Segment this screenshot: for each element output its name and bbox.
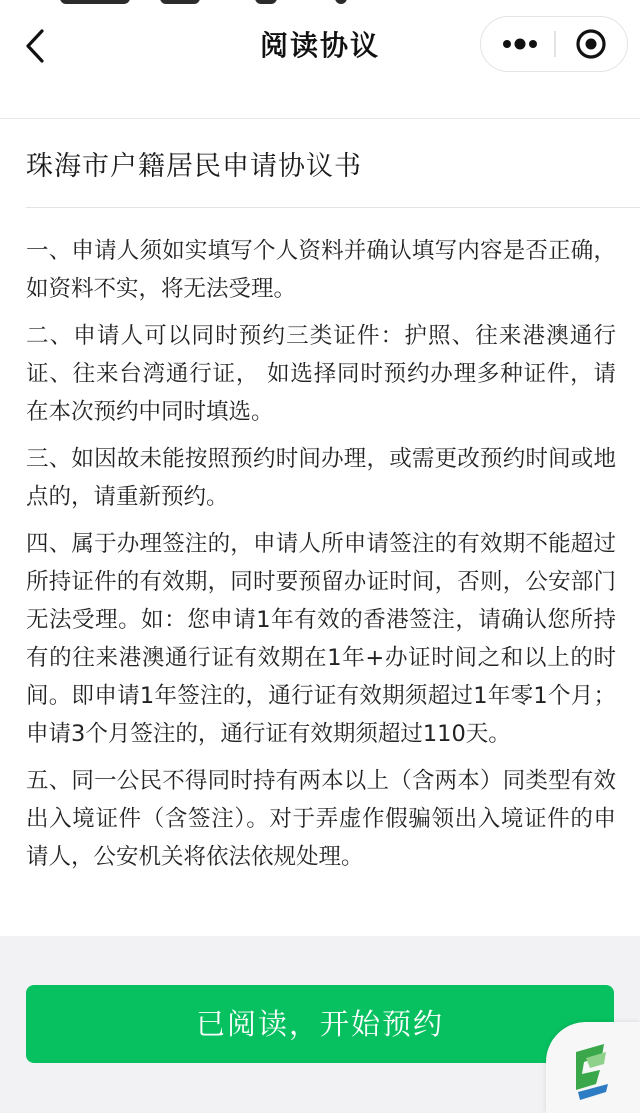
- navigation-bar: [0, 0, 640, 118]
- more-dots-icon: [481, 17, 554, 70]
- clause-2: 二、申请人可以同时预约三类证件：护照、往来港澳通行证、往来台湾通行证， 如选择同时预约办理多种证件，请在本次预约中同时填选。: [26, 323, 616, 425]
- title-divider: [26, 207, 640, 208]
- mini-program-capsule: [480, 16, 628, 72]
- close-miniprogram-button[interactable]: [556, 17, 626, 70]
- clause-3: 三、如因故未能按照预约时间办理，或需更改预约时间或地点的，请重新预约。: [26, 446, 616, 510]
- status-bar-remnant: [0, 0, 640, 8]
- more-button[interactable]: [481, 17, 554, 70]
- target-circle-icon: [556, 17, 626, 70]
- start-appointment-button[interactable]: 已阅读，开始预约: [26, 985, 614, 1063]
- page-title: 阅读协议: [259, 29, 380, 62]
- navbar-divider: [0, 118, 640, 119]
- agreement-clauses: [26, 232, 616, 885]
- clause-1: 一、申请人须如实填写个人资料并确认填写内容是否正确，如资料不实，将无法受理。: [26, 238, 616, 302]
- app-logo-icon: [546, 1022, 640, 1113]
- clause-5: 五、同一公民不得同时持有两本以上（含两本）同类型有效出入境证件（含签注）。对于弄虚作假骗领出入境证件的申请人，公安机关将依法依规处理。: [26, 768, 616, 870]
- clause-4: 四、属于办理签注的，申请人所申请签注的有效期不能超过所持证件的有效期，同时要预留办证时间，否则，公安部门无法受理。如：您申请1年有效的香港签注，请确认您所持有的往来港澳通行证有效期在1年+办证时间之和以上的时间。即申请1年签注的，通行证有效期须超过1年零1个月；申请3个月签注的，通行证有效期须超过110天。: [26, 531, 616, 747]
- floating-app-button[interactable]: [546, 1022, 640, 1113]
- document-title: 珠海市户籍居民申请协议书: [26, 151, 362, 182]
